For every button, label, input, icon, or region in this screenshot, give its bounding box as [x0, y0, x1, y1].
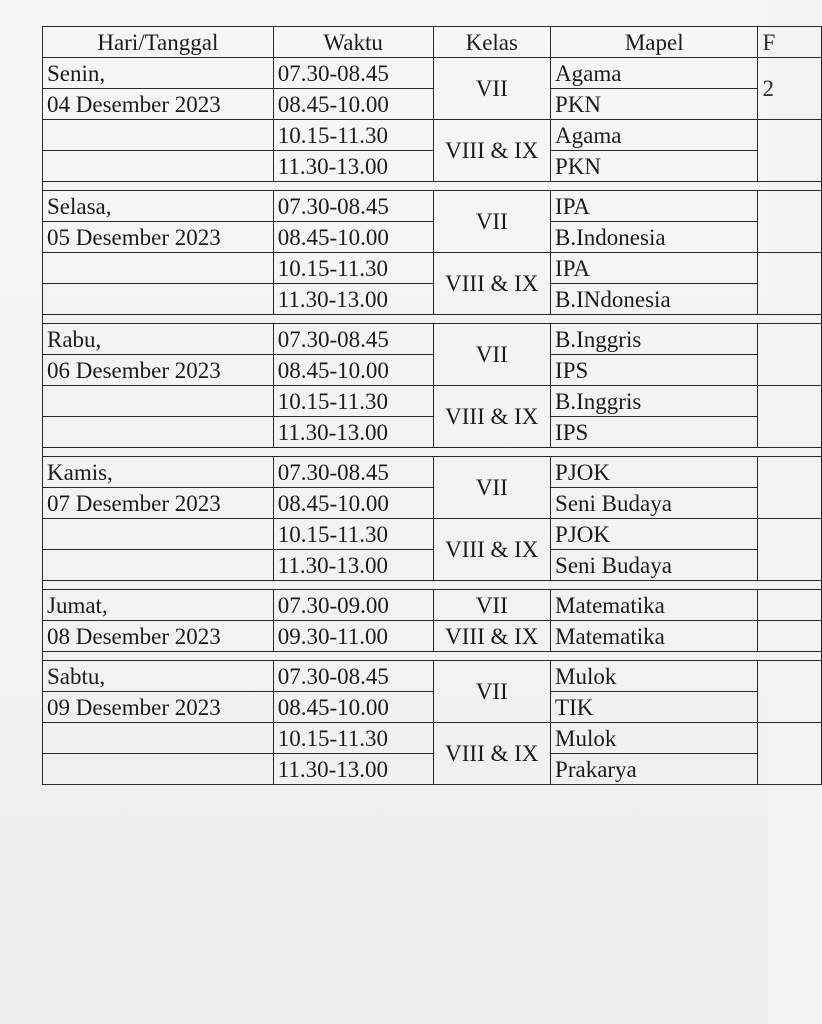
day-name: Sabtu, [43, 661, 274, 692]
slot-time: 10.15-11.30 [273, 519, 433, 550]
slot-subject: B.Inggris [551, 324, 758, 355]
separator-cell [43, 182, 822, 191]
schedule-row [43, 723, 822, 754]
day-date: 07 Desember 2023 [43, 488, 274, 519]
header-row [43, 27, 822, 58]
day-name: Rabu, [43, 324, 274, 355]
slot-time: 10.15-11.30 [273, 253, 433, 284]
schedule-row [43, 457, 822, 488]
slot-class: VII [433, 324, 550, 386]
header-extra-cut: F [758, 27, 822, 58]
day-empty-cell [43, 754, 274, 785]
header-day: Hari/Tanggal [43, 27, 274, 58]
slot-subject: IPA [551, 253, 758, 284]
slot-subject: Mulok [551, 723, 758, 754]
day-name: Selasa, [43, 191, 274, 222]
slot-subject: B.Indonesia [551, 222, 758, 253]
extra-cell-cut [758, 324, 822, 386]
schedule-row [43, 151, 822, 182]
slot-class: VII [433, 457, 550, 519]
extra-cell-cut [758, 191, 822, 253]
separator-cell [43, 652, 822, 661]
slot-time: 07.30-08.45 [273, 457, 433, 488]
slot-subject: Agama [551, 58, 758, 89]
slot-subject: TIK [551, 692, 758, 723]
separator-cell [43, 315, 822, 324]
slot-class: VIII & IX [433, 253, 550, 315]
slot-time: 07.30-08.45 [273, 661, 433, 692]
slot-class: VII [433, 661, 550, 723]
slot-time: 08.45-10.00 [273, 222, 433, 253]
day-empty-cell [43, 253, 274, 284]
slot-subject: B.Inggris [551, 386, 758, 417]
day-date: 04 Desember 2023 [43, 89, 274, 120]
schedule-row [43, 590, 822, 621]
slot-subject: IPS [551, 417, 758, 448]
slot-time: 11.30-13.00 [273, 550, 433, 581]
slot-class: VIII & IX [433, 519, 550, 581]
slot-time: 10.15-11.30 [273, 723, 433, 754]
slot-subject: PKN [551, 151, 758, 182]
slot-time: 10.15-11.30 [273, 120, 433, 151]
slot-time: 08.45-10.00 [273, 488, 433, 519]
slot-subject: Seni Budaya [551, 488, 758, 519]
separator-cell [43, 581, 822, 590]
schedule-row [43, 324, 822, 355]
header-time: Waktu [273, 27, 433, 58]
slot-subject: Mulok [551, 661, 758, 692]
slot-time: 10.15-11.30 [273, 386, 433, 417]
schedule-row [43, 253, 822, 284]
schedule-row [43, 284, 822, 315]
extra-cell-cut [758, 253, 822, 315]
day-separator [43, 448, 822, 457]
schedule-row [43, 222, 822, 253]
day-empty-cell [43, 723, 274, 754]
slot-subject: Seni Budaya [551, 550, 758, 581]
day-date: 05 Desember 2023 [43, 222, 274, 253]
day-date: 09 Desember 2023 [43, 692, 274, 723]
day-empty-cell [43, 284, 274, 315]
slot-subject: Agama [551, 120, 758, 151]
slot-class: VIII & IX [433, 621, 550, 652]
extra-cell-cut [758, 661, 822, 723]
slot-subject: PJOK [551, 457, 758, 488]
schedule-row [43, 692, 822, 723]
day-empty-cell [43, 386, 274, 417]
day-separator [43, 182, 822, 191]
schedule-row [43, 89, 822, 120]
slot-class: VII [433, 191, 550, 253]
day-empty-cell [43, 417, 274, 448]
exam-schedule-table [42, 26, 822, 785]
schedule-row [43, 519, 822, 550]
slot-class: VIII & IX [433, 723, 550, 785]
day-separator [43, 652, 822, 661]
separator-cell [43, 448, 822, 457]
slot-subject: PKN [551, 89, 758, 120]
slot-time: 11.30-13.00 [273, 151, 433, 182]
slot-class: VII [433, 58, 550, 120]
slot-time: 07.30-08.45 [273, 324, 433, 355]
day-date: 08 Desember 2023 [43, 621, 274, 652]
day-separator [43, 315, 822, 324]
schedule-row [43, 550, 822, 581]
extra-cell-cut [758, 457, 822, 519]
slot-class: VIII & IX [433, 386, 550, 448]
slot-class: VII [433, 590, 550, 621]
schedule-row [43, 58, 822, 89]
day-name: Kamis, [43, 457, 274, 488]
extra-cell-cut [758, 519, 822, 581]
schedule-row [43, 417, 822, 448]
day-empty-cell [43, 120, 274, 151]
slot-subject: IPS [551, 355, 758, 386]
slot-subject: IPA [551, 191, 758, 222]
extra-cell-cut [758, 120, 822, 182]
schedule-row [43, 621, 822, 652]
slot-time: 08.45-10.00 [273, 355, 433, 386]
slot-subject: PJOK [551, 519, 758, 550]
extra-cell-cut [758, 590, 822, 621]
schedule-row [43, 120, 822, 151]
slot-subject: Prakarya [551, 754, 758, 785]
slot-time: 07.30-09.00 [273, 590, 433, 621]
slot-time: 11.30-13.00 [273, 417, 433, 448]
schedule-row [43, 386, 822, 417]
day-name: Jumat, [43, 590, 274, 621]
day-date: 06 Desember 2023 [43, 355, 274, 386]
slot-subject: B.INdonesia [551, 284, 758, 315]
slot-time: 09.30-11.00 [273, 621, 433, 652]
extra-cell-cut [758, 621, 822, 652]
slot-time: 11.30-13.00 [273, 284, 433, 315]
slot-subject: Matematika [551, 590, 758, 621]
slot-time: 08.45-10.00 [273, 692, 433, 723]
schedule-row [43, 191, 822, 222]
slot-class: VIII & IX [433, 120, 550, 182]
extra-cell-cut [758, 386, 822, 448]
header-class: Kelas [433, 27, 550, 58]
schedule-body [43, 58, 822, 785]
slot-subject: Matematika [551, 621, 758, 652]
extra-cell-cut [758, 723, 822, 785]
day-empty-cell [43, 519, 274, 550]
slot-time: 11.30-13.00 [273, 754, 433, 785]
slot-time: 07.30-08.45 [273, 191, 433, 222]
schedule-row [43, 754, 822, 785]
header-subject: Mapel [551, 27, 758, 58]
day-empty-cell [43, 151, 274, 182]
day-empty-cell [43, 550, 274, 581]
schedule-row [43, 661, 822, 692]
schedule-row [43, 488, 822, 519]
extra-cell-cut: 2 [758, 58, 822, 120]
slot-time: 08.45-10.00 [273, 89, 433, 120]
day-name: Senin, [43, 58, 274, 89]
schedule-row [43, 355, 822, 386]
day-separator [43, 581, 822, 590]
slot-time: 07.30-08.45 [273, 58, 433, 89]
